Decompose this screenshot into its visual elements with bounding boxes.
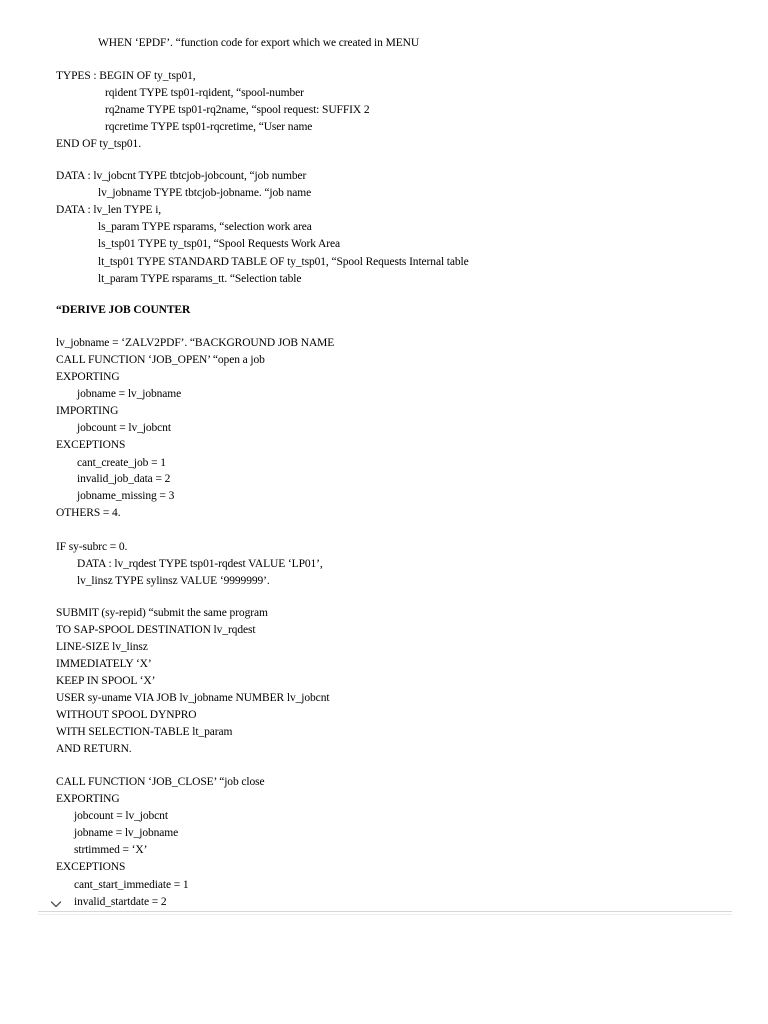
code-line: cant_create_job = 1	[77, 457, 166, 469]
code-line: WHEN ‘EPDF’. “function code for export which we created in MENU	[98, 37, 420, 49]
code-line: CALL FUNCTION ‘JOB_OPEN’ “open a job	[56, 354, 265, 366]
code-line: IMMEDIATELY ‘X’	[56, 658, 152, 670]
chevron-down-icon[interactable]	[49, 897, 63, 911]
code-line: LINE-SIZE lv_linsz	[56, 641, 148, 653]
code-line: IF sy-subrc = 0.	[56, 541, 128, 553]
code-line: rqcretime TYPE tsp01-rqcretime, “User name	[105, 121, 313, 133]
code-line: DATA : lv_len TYPE i,	[56, 204, 162, 216]
code-line: jobname = lv_jobname	[77, 388, 182, 400]
code-line: DATA : lv_rqdest TYPE tsp01-rqdest VALUE ‘LP01’,	[77, 558, 323, 570]
code-line: strtimmed = ‘X’	[74, 844, 148, 856]
code-line: USER sy-uname VIA JOB lv_jobname NUMBER lv_jobcnt	[56, 692, 330, 704]
code-line: EXPORTING	[56, 793, 120, 805]
code-line: WITH SELECTION-TABLE lt_param	[56, 726, 233, 738]
code-line: ls_tsp01 TYPE ty_tsp01, “Spool Requests Work Area	[98, 238, 340, 250]
code-line: jobname_missing = 3	[77, 490, 175, 502]
code-line: DATA : lv_jobcnt TYPE tbtcjob-jobcount, “job number	[56, 170, 307, 182]
section-heading: “DERIVE JOB COUNTER	[56, 304, 191, 316]
chevron-down-icon-graphic	[49, 897, 63, 911]
code-line: invalid_job_data = 2	[77, 473, 171, 485]
code-line: IMPORTING	[56, 405, 119, 417]
code-line: ls_param TYPE rsparams, “selection work area	[98, 221, 312, 233]
code-line: WITHOUT SPOOL DYNPRO	[56, 709, 197, 721]
code-line: lt_tsp01 TYPE STANDARD TABLE OF ty_tsp01, “Spool Requests Internal table	[98, 256, 469, 268]
code-line: KEEP IN SPOOL ‘X’	[56, 675, 156, 687]
code-line: EXCEPTIONS	[56, 439, 126, 451]
code-line: CALL FUNCTION ‘JOB_CLOSE’ “job close	[56, 776, 265, 788]
code-line: EXCEPTIONS	[56, 861, 126, 873]
code-line: rq2name TYPE tsp01-rq2name, “spool request: SUFFIX 2	[105, 104, 370, 116]
code-line: lv_jobname = ‘ZALV2PDF’. “BACKGROUND JOB NAME	[56, 337, 335, 349]
code-line: SUBMIT (sy-repid) “submit the same program	[56, 607, 268, 619]
code-line: rqident TYPE tsp01-rqident, “spool-number	[105, 87, 304, 99]
code-line: invalid_startdate = 2	[74, 896, 167, 908]
code-line: TYPES : BEGIN OF ty_tsp01,	[56, 70, 196, 82]
code-line: jobcount = lv_jobcnt	[74, 810, 168, 822]
code-line: TO SAP-SPOOL DESTINATION lv_rqdest	[56, 624, 256, 636]
code-line: AND RETURN.	[56, 743, 132, 755]
code-line: lv_linsz TYPE sylinsz VALUE ‘9999999’.	[77, 575, 270, 587]
code-line: OTHERS = 4.	[56, 507, 121, 519]
code-line: jobcount = lv_jobcnt	[77, 422, 171, 434]
code-line: cant_start_immediate = 1	[74, 879, 189, 891]
code-line: EXPORTING	[56, 371, 120, 383]
page-divider-shadow	[38, 914, 732, 915]
code-line: lt_param TYPE rsparams_tt. “Selection table	[98, 273, 302, 285]
code-line: END OF ty_tsp01.	[56, 138, 141, 150]
code-line: jobname = lv_jobname	[74, 827, 179, 839]
code-line: lv_jobname TYPE tbtcjob-jobname. “job name	[98, 187, 312, 199]
page-divider	[38, 911, 732, 912]
